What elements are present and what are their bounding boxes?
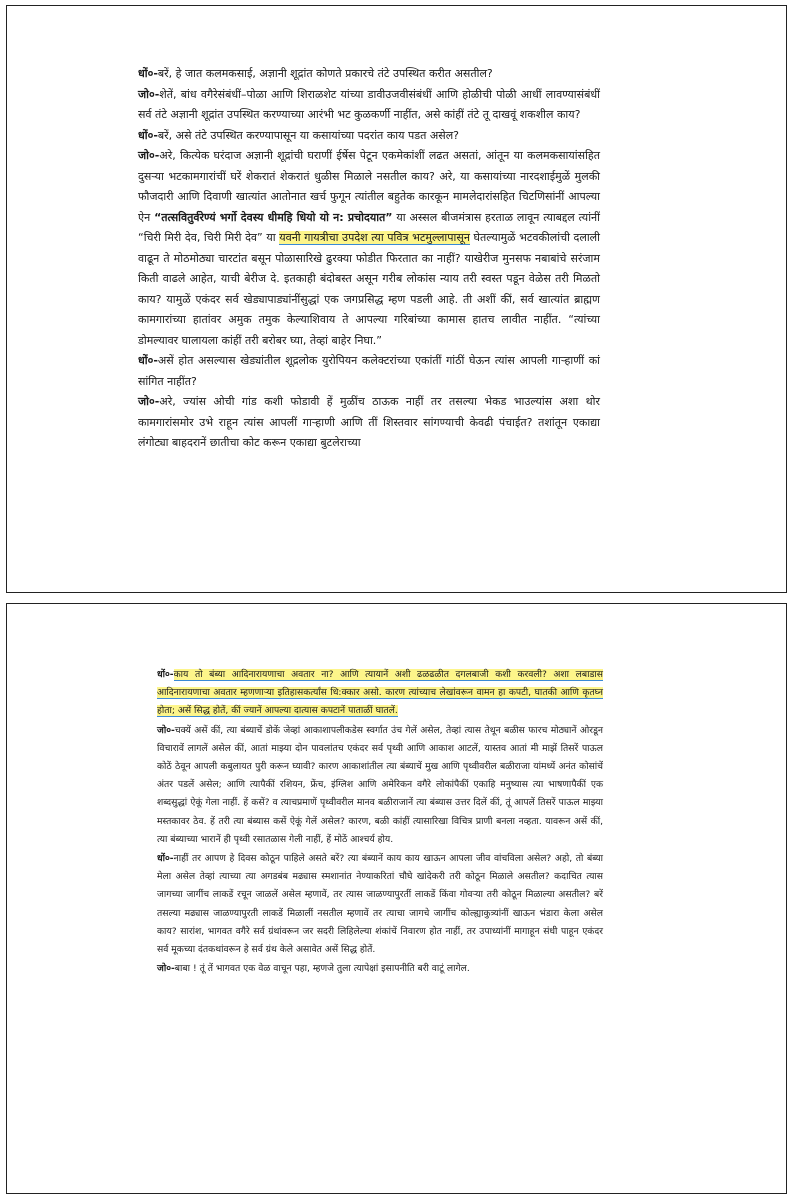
- page-1-text: [138, 64, 600, 454]
- paragraph: [157, 666, 603, 721]
- highlighted-text: काय तो बंब्या आदिनारायणाचा अवतार ना? आणि त्यायानें अशी ढळढळीत दगलबाजी कशी करवली? अशा लबाडास आदिनारायणाचा अवतार म्हणणाऱ्या इतिहासकर्त्यांस धि:क्कार असो. कारण त्यांच्याच लेखांवरून वामन हा कपटी, घातकी आणि कृतघ्न होता; असें सिद्ध होतें, कीं ज्यानें आपल्या दात्यास कपटानें पाताळीं घातलें.: [157, 669, 603, 717]
- paragraph-text: नाहीं तर आपण हे दिवस कोठून पाहिले असते बरें? त्या बंब्यानें काय काय खाऊन आपला जीव वांचविला असेल? अहो, तो बंब्या मेला असेल तेव्हां त्याच्या त्या अगडबंब मढ्यास स्मशानांत नेण्याकरितां चौघे खांदेकरी तरी कोठून मिळाले असतील? कदाचित त्यास जागच्या जागींच लाकडें रचून जाळलें असेल म्हणावें, तर त्यास जाळण्यापुरतीं लाकडें किंवा गोवऱ्या तरी कोठून मिळाल्या असतील? बरें तसल्या मढ्यास जाळण्यापुरती लाकडें मिळालीं नसतील म्हणावें तर त्याचा जागचे जागींच कोल्ह्याकुत्र्यांनीं खाऊन भंडारा केला असेल काय? सारांश, भागवत वगैरे सर्व ग्रंथांवरून जर सदरी लिहिलेल्या शंकांचें निवारण होत नाहीं, तर उपाध्यांनीं मागाहून संधी पाहून एकंदर सर्व मूकच्या दंतकथांवरून हे सर्व ग्रंथ केले असावेत असें सिद्ध होतें.: [157, 853, 603, 956]
- paragraph: [138, 146, 600, 351]
- paragraph: [138, 85, 600, 126]
- paragraph: [138, 126, 600, 147]
- speaker-label: जो०-: [157, 963, 175, 975]
- speaker-label: धों०-: [138, 67, 158, 80]
- paragraph-text: घेतल्यामुळें भटवकीलांची दलाली वाढून ते मोठमोठ्या चारटांत बसून पोळासारिखे ढुरक्या फोडीत फिरतात का नाहीं? याखेरीज मुनसफ नबाबांचे सरंजाम किती वाढले आहेत, याची बेरीज दे. इतकाही बंदोबस्त असून गरीब लोकांस न्याय तरी स्वस्त पडून वेळेस तरी मिळतो काय? यामुळें एकंदर सर्व खेड्यापाड्यांनींसुद्धां एक जगप्रसिद्ध म्हण पडली आहे. ती अशीं कीं, सर्व खात्यांत ब्राह्मण कामगारांच्या हातांवर अमुक तमुक केल्याशिवाय ते आपल्या गरिबांच्या कामास हातच लावीत नाहींत. “त्यांच्या डोमल्यावर घालायला कांहीं तरी बरोबर घ्या, तेव्हां बाहेर निघा.”: [138, 231, 600, 347]
- paragraph: [157, 960, 603, 978]
- paragraph: [138, 351, 600, 392]
- paragraph-text: “तत्सवितुर्वरेण्यं भर्गो देवस्य धीमहि धियो यो न: प्रचोदयात”: [154, 210, 393, 224]
- highlighted-text: यवनी गायत्रीचा उपदेश त्या पवित्र भटमुल्लापासून: [279, 231, 470, 244]
- speaker-label: जो०-: [157, 724, 175, 736]
- paragraph-text: अरे, कित्येक घरंदाज अज्ञानी शूद्रांची घराणीं ईर्षेस पेटून एकमेकांशीं लढत असतां, आंतून या कलमकसायांसहित दुसऱ्या भटकामगारांचीं घरें शेकरातं शेकरातं धुळीस मिळाले नसतील काय? अरे, या कसायांच्या नारदशाईमुळें मुलकी फौजदारी आणि दिवाणी खात्यांत आतोनात खर्च फुगून त्यांतील बहुतेक कारकून मामलेदारांसहित चिटणिसांनीं आपल्या ऐन: [138, 149, 600, 224]
- document-page-2: [6, 603, 787, 1194]
- paragraph-text: बरें, असे तंटे उपस्थित करण्यापासून या कसायांच्या पदरांत काय पडत असेल?: [157, 128, 460, 142]
- paragraph-text: शेतें, बांध वगैरेसंबंधीं–पोळा आणि शिराळशेट यांच्या डावीउजवीसंबंधीं आणि होळीची पोळी आधीं लावण्यासंबंधीं सर्व तंटे अज्ञानी शूद्रांत उपस्थित करण्याच्या आरंभी भट कुळकर्णी नाहींत, असे कांहीं तंटे तू दाखवूं शकशील काय?: [138, 87, 600, 121]
- document-page-1: [6, 5, 787, 593]
- paragraph-text: चक्यें असें कीं, त्या बंब्याचें डोकें जेव्हां आकाशापलीकडेस स्वर्गात उंच गेलें असेल, तेव्हां त्यास तेथून बळीस फारच मोठ्यानें ओरडून विचारावें लागलें असेल कीं, आतां माझ्या दोन पावलांतच एकंदर सर्व पृथ्वी आणि आकाश आटलें, यास्तव आतां मी माझें तिसरें पाऊल कोठें ठेवून आपली कबुलायत पुरी करून घ्यावी? कारण आकाशांतील त्या बंब्याचें मुख आणि पृथ्वीवरील बळीराजा यांमध्यें अनंत कोसांचें अंतर पडलें असेल; आणि त्यापैकीं रशियन, फ्रेंच, इंग्लिश आणि अमेरिकन वगैरे लोकांपैकीं एकाहि मनुष्यास त्या भाषणापैकीं एक शब्दसुद्धां ऐकूं गेला नाहीं. हें कसें? व त्याचप्रमाणें पृथ्वीवरील मानव बळीराजानें त्या बंब्यास उत्तर दिलें कीं, तूं आपलें तिसरें पाऊल माझ्या मस्तकावर ठेव. हें तरी त्या बंब्यास कसें ऐकूं गेलें असेल? कारण, बळी कांहीं त्यासारिखा विचित्र प्राणी बनला नव्हता. यावरून असें कीं, त्या बंब्याच्या भारानें ही पृथ्वी रसातळास गेली नाहीं, हें मोठें आश्चर्य होय.: [157, 724, 603, 845]
- page-2-text: [157, 666, 603, 979]
- speaker-label: धों०-: [157, 669, 174, 680]
- paragraph-text: असें होत असल्यास खेड्यांतील शूद्रलोक युरोपियन कलेक्टरांच्या एकांतीं गांठीं घेऊन त्यांस आपली गाऱ्हाणीं कां सांगित नाहींत?: [138, 354, 600, 388]
- paragraph: [138, 392, 600, 454]
- paragraph-text: या अस्सल बीजमंत्रास हरताळ लावून त्याबद्दल त्यांनीं “चिरी मिरी देव, चिरी मिरी देव” या: [138, 210, 600, 244]
- speaker-label: जो०-: [138, 395, 160, 408]
- paragraph: [157, 722, 603, 849]
- speaker-label: जो०-: [138, 149, 160, 162]
- paragraph: [157, 850, 603, 959]
- paragraph-text: बाबा ! तूं तें भागवत एक वेळ वाचून पहा, म्हणजे तुला त्यापेक्षां इसापनीति बरी वाटूं लागेल.: [174, 963, 470, 975]
- speaker-label: धों०-: [138, 128, 158, 142]
- speaker-label: जो०-: [138, 87, 160, 101]
- speaker-label: धों०-: [157, 853, 174, 865]
- speaker-label: धों०-: [138, 354, 158, 367]
- paragraph-text: बरें, हे जात कलमकसाई, अज्ञानी शूद्रांत कोणते प्रकारचे तंटे उपस्थित करीत असतील?: [157, 67, 493, 80]
- paragraph-text: अरे, ज्यांस ओची गांड कशी फोडावी हें मुळींच ठाऊक नाहीं तर तसल्या भेकड भाउल्यांस अशा थोर कामगारांसमोर उभे राहून त्यांस आपलीं गाऱ्हाणी आणि तीं शिस्तवार सांगण्याची केवढी पंचाईत? तशांतून एकाद्या लंगोट्या बाहदरानें छातीचा कोट करून एकाद्या बुटलेराच्या: [138, 395, 600, 449]
- paragraph: [138, 64, 600, 85]
